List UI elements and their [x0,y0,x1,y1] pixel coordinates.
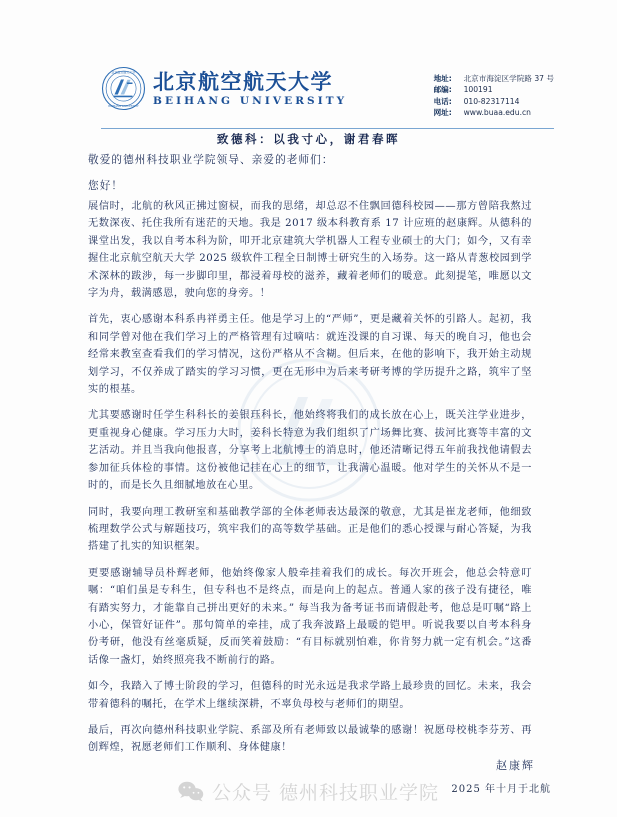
letterhead-divider [101,128,554,129]
contact-value-phone: 010-82317114 [463,96,520,106]
svg-text:北京航空航天大学: 北京航空航天大学 [111,70,136,75]
letter-signature: 赵康辉 [496,759,535,772]
letterhead [0,66,617,130]
contact-row-address [434,73,554,84]
university-name-en: BEIHANG UNIVERSITY [153,95,348,108]
wechat-icon [178,781,204,802]
svg-text:BEIHANG UNIVERSITY: BEIHANG UNIVERSITY [108,105,139,109]
letter-title: 致德科：以我寸心，谢君春晖 [216,132,401,146]
contact-value-postcode: 100191 [463,85,493,95]
university-branding [101,66,347,111]
contact-row-website [434,107,554,118]
letter-paragraph: 如今，我踏入了博士阶段的学习，但德科的时光永远是我求学路上最珍贵的回忆。未来，我会带着德科的嘱托，在学术上继续深耕，不辜负母校与老师们的期望。 [88,681,532,710]
letter-paragraph: 最后，再次向德州科技职业学院、系部及所有老师致以最诚挚的感谢！祝愿母校桃李芬芳、再创辉煌，祝愿老师们工作顺利、身体健康！ [88,724,532,754]
beihang-university-crest-icon [101,66,146,111]
university-name [153,68,347,109]
contact-label-website: 网址: [433,108,452,118]
letter-paragraph: 展信时，北航的秋风正拂过窗棂，而我的思绪，却总忍不住飘回德科校园——那方曾陪我熬过无数深夜、托住我所有迷茫的天地。我是 2017 级本科教育系 17 计应班的赵康辉。从德科的课堂出发，我以自考本科为阶，叩开北京建筑大学机器人工程专业硕士的大门；如今，又有幸握住北京航空航天大学 2025 级软件工程全日制博士研究生的入场券。这一路从青葱校园到学术深林的跋涉，每一步脚印里，都浸着母校的滋养，藏着老师们的暖意。此刻提笔，唯愿以文字为舟，载满感恩，驶向您的身旁。！ [88,201,532,300]
letter-paragraph: 尤其要感谢时任学生科科长的姜银珏科长，他始终将我们的成长放在心上，既关注学业进步，更重视身心健康。学习压力大时，姜科长特意为我们组织了广场舞比赛、拔河比赛等丰富的文艺活动。并且当我向他报喜，分享考上北航博士的消息时，他还清晰记得五年前我找他请假去参加征兵体检的事情。这份被他记挂在心上的细节，让我满心温暖。他对学生的关怀从不是一时的，而是长久且细腻地放在心里。 [88,410,532,492]
contact-label-address: 地址: [433,74,452,83]
letter-body [88,198,532,757]
contact-block [434,66,554,119]
letter-salutation: 敬爱的德州科技职业学院领导、亲爱的老师们： [88,154,334,166]
university-name-cn: 北京航空航天大学 [153,69,333,95]
contact-value-address: 北京市海淀区学院路 37 号 [463,74,554,83]
contact-label-postcode: 邮编: [433,85,452,95]
letter-paragraph: 更要感谢辅导员朴辉老师，他始终像家人般牵挂着我们的成长。每次开班会，他总会特意叮嘱：“咱们虽是专科生，但专科也不是终点，而是向上的起点。普通人家的孩子没有捷径，唯有踏实努力，才能靠自己拼出更好的未来。” 每当我为备考证书而请假赴考，他总是叮嘱“路上小心，保管好证件”。那句简单的牵挂，成了我奔波路上最暖的铠甲。听说我要以自考本科身份考研，他没有丝毫质疑，反而笑着鼓励：“有目标就别怕难，你肯努力就一定有机会。”这番话像一盏灯，始终照亮我不断前行的路。 [88,567,532,666]
letter-paragraph: 同时，我要向理工教研室和基础教学部的全体老师表达最深的敬意，尤其是崔龙老师，他细致梳理数学公式与解题技巧，筑牢我们的高等数学基础。正是他们的悉心授课与耐心答疑，为我搭建了扎实的知识框架。 [88,506,532,553]
contact-value-website: www.buaa.edu.cn [463,108,531,118]
footer-watermark-label: 公众号 德州科技职业学院 [211,782,440,804]
letter-greeting: 您好！ [88,180,124,192]
contact-row-postcode [434,84,554,95]
contact-label-phone: 电话: [433,96,452,106]
letter-paragraph: 首先，衷心感谢本科系冉祥勇主任。他是学习上的“严师”，更是藏着关怀的引路人。起初，我和同学曾对他在我们学习上的严格管理有过嘀咕：就连没课的自习课、每天的晚自习，他也会经常来教室查看我们的学习情况，这份严格从不含糊。但后来，在他的影响下，我开始主动规划学习，不仅养成了踏实的学习习惯，更在无形中为后来考研考博的学历提升之路，筑牢了坚实的根基。 [88,314,532,396]
letter-sign-date: 2025 年十月于北航 [451,784,551,795]
contact-row-phone [434,96,554,107]
